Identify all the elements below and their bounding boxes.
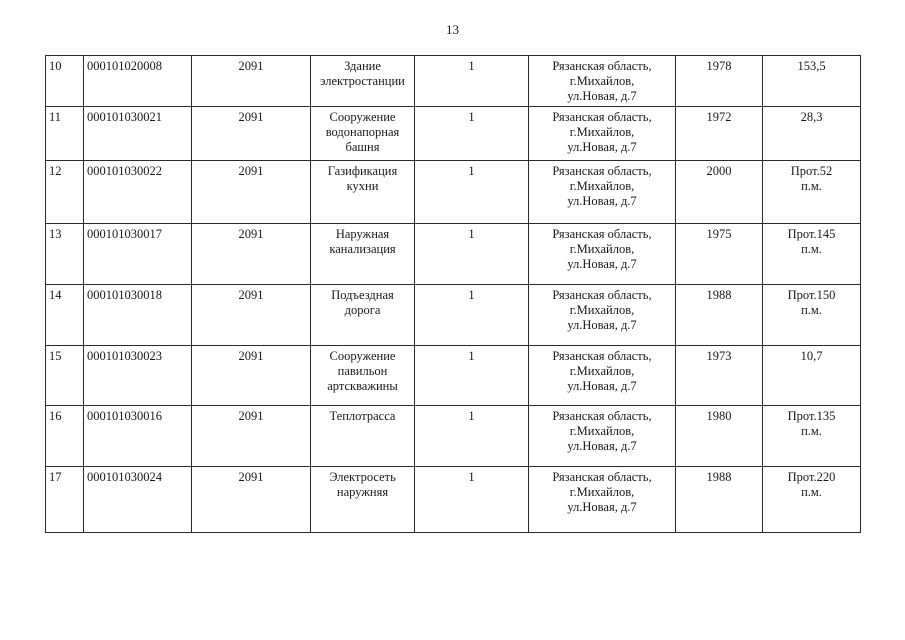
inventory-number: 000101030023 bbox=[84, 346, 192, 406]
address-line: Рязанская область, bbox=[552, 110, 652, 124]
address-line: Рязанская область, bbox=[552, 288, 652, 302]
quantity: 1 bbox=[415, 56, 529, 107]
row-number: 16 bbox=[46, 406, 84, 467]
quantity: 1 bbox=[415, 467, 529, 533]
value bbox=[763, 467, 861, 533]
object-name: Электросеть наружняя bbox=[311, 467, 415, 533]
address-line: г.Михайлов, bbox=[569, 125, 635, 139]
address bbox=[529, 285, 676, 346]
quantity: 1 bbox=[415, 107, 529, 161]
inventory-number: 000101030017 bbox=[84, 224, 192, 285]
value-line: 153,5 bbox=[797, 59, 826, 73]
row-number: 11 bbox=[46, 107, 84, 161]
year: 1980 bbox=[676, 406, 763, 467]
value bbox=[763, 285, 861, 346]
address bbox=[529, 161, 676, 224]
address-line: Рязанская область, bbox=[552, 59, 652, 73]
year: 2000 bbox=[676, 161, 763, 224]
address-line: г.Михайлов, bbox=[569, 242, 635, 256]
object-name: Подъездная дорога bbox=[311, 285, 415, 346]
value-unit: п.м. bbox=[801, 242, 822, 256]
table-row bbox=[46, 224, 861, 285]
address-line: ул.Новая, д.7 bbox=[567, 257, 637, 271]
inventory-number: 000101030016 bbox=[84, 406, 192, 467]
address bbox=[529, 406, 676, 467]
inventory-number: 000101030021 bbox=[84, 107, 192, 161]
address-line: ул.Новая, д.7 bbox=[567, 194, 637, 208]
value-unit: п.м. bbox=[801, 303, 822, 317]
row-number: 14 bbox=[46, 285, 84, 346]
account-code: 2091 bbox=[192, 346, 311, 406]
value bbox=[763, 406, 861, 467]
row-number: 13 bbox=[46, 224, 84, 285]
table-row bbox=[46, 285, 861, 346]
address-line: ул.Новая, д.7 bbox=[567, 318, 637, 332]
inventory-number: 000101030018 bbox=[84, 285, 192, 346]
address-line: ул.Новая, д.7 bbox=[567, 379, 637, 393]
address-line: Рязанская область, bbox=[552, 227, 652, 241]
address bbox=[529, 467, 676, 533]
row-number: 12 bbox=[46, 161, 84, 224]
table-row bbox=[46, 161, 861, 224]
value-line: Прот.220 bbox=[787, 470, 836, 484]
address bbox=[529, 56, 676, 107]
value-line: Прот.52 bbox=[790, 164, 833, 178]
value-line: Прот.150 bbox=[787, 288, 836, 302]
year: 1978 bbox=[676, 56, 763, 107]
year: 1988 bbox=[676, 467, 763, 533]
table-row bbox=[46, 346, 861, 406]
year: 1972 bbox=[676, 107, 763, 161]
quantity: 1 bbox=[415, 346, 529, 406]
account-code: 2091 bbox=[192, 107, 311, 161]
value-unit: п.м. bbox=[801, 485, 822, 499]
account-code: 2091 bbox=[192, 406, 311, 467]
address-line: ул.Новая, д.7 bbox=[567, 140, 637, 154]
value bbox=[763, 224, 861, 285]
quantity: 1 bbox=[415, 161, 529, 224]
object-name: Теплотрасса bbox=[311, 406, 415, 467]
address bbox=[529, 107, 676, 161]
address bbox=[529, 346, 676, 406]
inventory-number: 000101020008 bbox=[84, 56, 192, 107]
address-line: г.Михайлов, bbox=[569, 74, 635, 88]
address-line: ул.Новая, д.7 bbox=[567, 500, 637, 514]
year: 1975 bbox=[676, 224, 763, 285]
value-unit: п.м. bbox=[801, 179, 822, 193]
address-line: г.Михайлов, bbox=[569, 179, 635, 193]
account-code: 2091 bbox=[192, 467, 311, 533]
value-line: Прот.135 bbox=[787, 409, 836, 423]
object-name: Сооружение павильон артскважины bbox=[311, 346, 415, 406]
value-line: Прот.145 bbox=[787, 227, 836, 241]
table-row bbox=[46, 467, 861, 533]
address-line: г.Михайлов, bbox=[569, 485, 635, 499]
value-line: 28,3 bbox=[800, 110, 823, 124]
object-name: Здание электростанции bbox=[311, 56, 415, 107]
quantity: 1 bbox=[415, 285, 529, 346]
address-line: г.Михайлов, bbox=[569, 364, 635, 378]
value-unit: п.м. bbox=[801, 424, 822, 438]
address-line: г.Михайлов, bbox=[569, 303, 635, 317]
year: 1988 bbox=[676, 285, 763, 346]
object-name: Наружная канализация bbox=[311, 224, 415, 285]
property-registry-table bbox=[45, 55, 861, 533]
value bbox=[763, 107, 861, 161]
address-line: ул.Новая, д.7 bbox=[567, 439, 637, 453]
address-line: Рязанская область, bbox=[552, 164, 652, 178]
row-number: 10 bbox=[46, 56, 84, 107]
account-code: 2091 bbox=[192, 224, 311, 285]
address-line: ул.Новая, д.7 bbox=[567, 89, 637, 103]
table-row bbox=[46, 56, 861, 107]
value bbox=[763, 161, 861, 224]
account-code: 2091 bbox=[192, 285, 311, 346]
value bbox=[763, 56, 861, 107]
inventory-number: 000101030024 bbox=[84, 467, 192, 533]
table-row bbox=[46, 406, 861, 467]
object-name: Газификация кухни bbox=[311, 161, 415, 224]
value-line: 10,7 bbox=[800, 349, 823, 363]
row-number: 15 bbox=[46, 346, 84, 406]
quantity: 1 bbox=[415, 224, 529, 285]
inventory-number: 000101030022 bbox=[84, 161, 192, 224]
account-code: 2091 bbox=[192, 56, 311, 107]
address-line: г.Михайлов, bbox=[569, 424, 635, 438]
address-line: Рязанская область, bbox=[552, 349, 652, 363]
account-code: 2091 bbox=[192, 161, 311, 224]
value bbox=[763, 346, 861, 406]
page-number: 13 bbox=[446, 22, 459, 37]
table-row bbox=[46, 107, 861, 161]
row-number: 17 bbox=[46, 467, 84, 533]
address bbox=[529, 224, 676, 285]
year: 1973 bbox=[676, 346, 763, 406]
object-name: Сооружение водонапорная башня bbox=[311, 107, 415, 161]
quantity: 1 bbox=[415, 406, 529, 467]
address-line: Рязанская область, bbox=[552, 409, 652, 423]
address-line: Рязанская область, bbox=[552, 470, 652, 484]
